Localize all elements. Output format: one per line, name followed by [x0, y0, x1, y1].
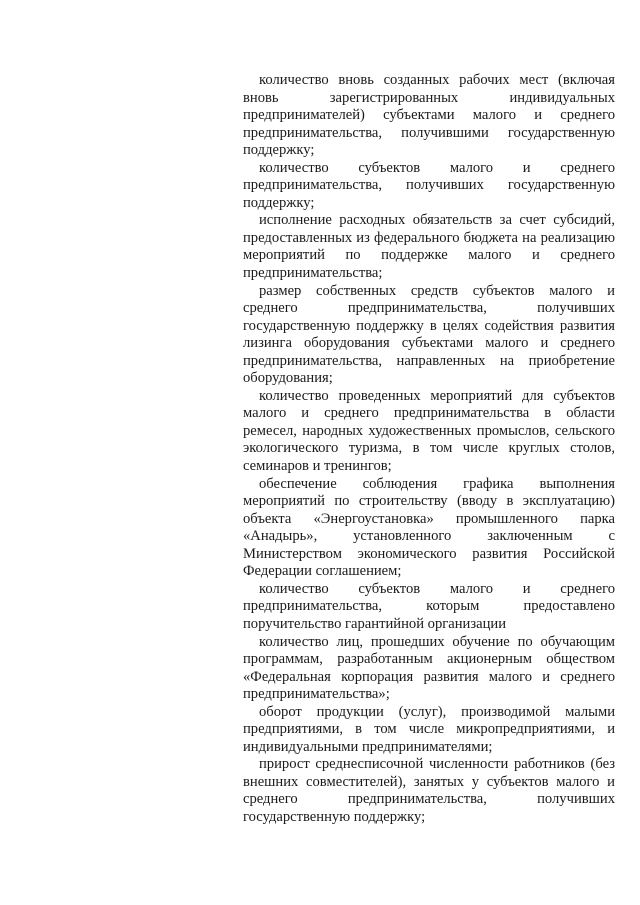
paragraph-leasing-own-funds: размер собственных средств субъектов малого и среднего предпринимательства, получивших государственную поддержку в целях содействия развития лизинга оборудования субъектами малого и среднего предпринимательства, направленных на приобретение оборудования; [243, 282, 615, 387]
paragraph-new-jobs: количество вновь созданных рабочих мест (включая вновь зарегистрированных индивидуальных предпринимателей) субъектами малого и среднего предпринимательства, получившими государственную поддержку; [243, 72, 615, 159]
paragraph-supported-entities-count: количество субъектов малого и среднего предпринимательства, получивших государственную поддержку; [243, 159, 615, 211]
paragraph-small-business-turnover: оборот продукции (услуг), производимой малыми предприятиями, в том числе микропредприятиями, и индивидуальными предпринимателями; [243, 703, 615, 755]
paragraph-training-programs: количество лиц, прошедших обучение по обучающим программам, разработанным акционерным обществом «Федеральная корпорация развития малого и среднего предпринимательства»; [243, 633, 615, 703]
paragraph-energy-installation-schedule: обеспечение соблюдения графика выполнения мероприятий по строительству (вводу в эксплуатацию) объекта «Энергоустановка» промышленного парка «Анадырь», установленного заключенным с Министерством экономического развития Российской Федерации соглашением; [243, 475, 615, 580]
paragraph-expenditure-obligations: исполнение расходных обязательств за счет субсидий, предоставленных из федерального бюджета на реализацию мероприятий по поддержке малого и среднего предпринимательства; [243, 212, 615, 282]
document-body [243, 72, 615, 827]
paragraph-crafts-events: количество проведенных мероприятий для субъектов малого и среднего предпринимательства в области ремесел, народных художественных промыслов, сельского экологического туризма, в том числе круглых столов, семинаров и тренингов; [243, 387, 615, 475]
paragraph-guarantee-organization: количество субъектов малого и среднего предпринимательства, которым предоставлено поручительство гарантийной организации [243, 580, 615, 632]
paragraph-employee-growth: прирост среднесписочной численности работников (без внешних совместителей), занятых у субъектов малого и среднего предпринимательства, получивших государственную поддержку; [243, 756, 615, 825]
